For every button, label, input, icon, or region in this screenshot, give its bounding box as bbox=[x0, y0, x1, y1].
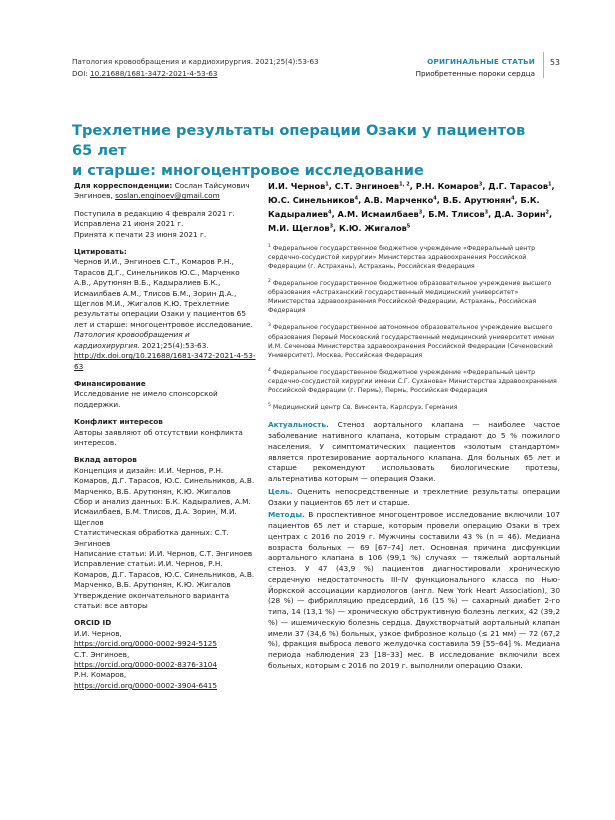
relevance-heading: Актуальность. bbox=[268, 420, 329, 430]
running-header-journal bbox=[72, 56, 319, 80]
doi-line bbox=[72, 68, 319, 80]
aim-heading: Цель. bbox=[268, 486, 293, 496]
author bbox=[339, 223, 410, 233]
journal-citation: Патология кровообращения и кардиохирургия. 2021;25(4):53-63 bbox=[72, 57, 319, 66]
citation-text: Чернов И.И., Энгиноев С.Т., Комаров Р.Н., Тарасов Д.Г., Синельников Ю.С., Марченко А.В., Арутюнян В.Б., Кадыралиев Б.К., Исмаилбаев А.М., Тлисов Б.М., Зорин Д.А., Щеглов М.И., Жигалов К.Ю. Трехлетние результаты операции Озаки у пациентов 65 лет и старше: многоцентровое исследование. bbox=[74, 257, 253, 329]
author-affil: 2 bbox=[545, 209, 549, 216]
author-list bbox=[268, 178, 560, 235]
article-title bbox=[72, 121, 542, 181]
author-name: В.Б. Арутюнян bbox=[442, 194, 512, 205]
dates bbox=[74, 209, 256, 240]
citation-label: Цитировать: bbox=[74, 247, 127, 257]
correspondence-label: Для корреспонденции: bbox=[74, 181, 173, 190]
contributions-block bbox=[74, 455, 256, 611]
affiliation-text: Федеральное государственное бюджетное учреждение «Федеральный центр сердечно-сосудистой хирургии» Министерства здравоохранения Российской Федерации (г. Астрахань), Астрахань, Российская Федерация bbox=[268, 244, 536, 270]
correspondence-email[interactable]: soslan.enginoev@gmail.com bbox=[115, 191, 220, 201]
author-affil: 4 bbox=[433, 195, 437, 202]
author-name: К.Ю. Жигалов bbox=[339, 223, 407, 234]
author-name: Б.М. Тлисов bbox=[428, 209, 485, 220]
section-label: ОРИГИНАЛЬНЫЕ СТАТЬИ bbox=[427, 57, 535, 66]
author-affil: 3 bbox=[418, 209, 423, 216]
author-name: Р.Н. Комаров bbox=[415, 180, 479, 191]
contribution-line: Концепция и дизайн: И.И. Чернов, Р.Н. Комаров, Д.Г. Тарасов, Ю.С. Синельников, А.В. Марченко, В.Б. Арутюнян, К.Ю. Жигалов bbox=[74, 465, 255, 496]
date-revised: Исправлена 21 июня 2021 г. bbox=[74, 219, 184, 229]
subsection-label: Приобретенные пороки сердца bbox=[415, 69, 535, 78]
citation-block bbox=[74, 247, 256, 372]
author-affil: 4 bbox=[511, 195, 515, 202]
contribution-line: Статистическая обработка данных: С.Т. Энгиноев bbox=[74, 528, 229, 548]
author-name: А.М. Исмаилбаев bbox=[337, 209, 419, 220]
affiliation-number: 4 bbox=[268, 367, 271, 373]
conflict-label: Конфликт интересов bbox=[74, 417, 163, 427]
title-line-2: и старше: многоцентровое исследование bbox=[72, 162, 424, 179]
author: Д.Г. Тарасов$^1$, bbox=[488, 180, 555, 191]
author-name: М.И. Щеглов bbox=[268, 223, 330, 234]
correspondence-text: Сослан Тайсумович Энгиноев, bbox=[74, 181, 250, 201]
abstract bbox=[268, 420, 560, 671]
contributions-label: Вклад авторов bbox=[74, 455, 137, 465]
citation-tail: 2021;25(4):53-63. bbox=[139, 340, 209, 350]
author-name: Д.Г. Тарасов bbox=[488, 180, 549, 191]
affiliation-number: 3 bbox=[268, 323, 271, 329]
author: Б.К. Кадыралиев$^4$, bbox=[268, 194, 540, 220]
author-affil: 4 bbox=[328, 209, 332, 216]
author: Д.А. Зорин$^2$, bbox=[494, 209, 553, 220]
orcid-author-name: И.И. Чернов, bbox=[74, 628, 122, 638]
orcid-link[interactable]: https://orcid.org/0000-0002-9924-5125 bbox=[74, 639, 218, 649]
author-affil: 1 bbox=[325, 181, 329, 187]
affiliation-text: Медицинский центр Св. Винсента, Карлсруэ, Германия bbox=[270, 404, 458, 412]
author: Ю.С. Синельников$^4$, bbox=[268, 194, 365, 205]
conflict-text: Авторы заявляют об отсутствии конфликта интересов. bbox=[74, 427, 243, 447]
author-name: А.В. Марченко bbox=[364, 194, 434, 205]
relevance-text: Стеноз аортального клапана — наиболее частое заболевание нативного клапана, которым страдают до 5 % пожилого населения. У симптоматических пациентов «золотым стандартом» является протезирование аортального клапана. Для больных 65 лет и старше рекомендуют использовать биологические протезы, альтернатива которым — операция Озаки. bbox=[268, 420, 560, 484]
citation-journal: Патология кровообращения и кардиохирургия. bbox=[74, 330, 190, 350]
orcid-author-name: Р.Н. Комаров, bbox=[74, 670, 127, 680]
author-affil: 1, 2 bbox=[399, 181, 410, 187]
abstract-aim bbox=[268, 487, 560, 509]
author-affil: 3 bbox=[484, 209, 489, 216]
conflict-block bbox=[74, 417, 256, 448]
affiliation bbox=[268, 321, 560, 359]
funding-text: Исследование не имело спонсорской поддержки. bbox=[74, 389, 218, 409]
author-affil: 5 bbox=[406, 223, 411, 230]
aim-text: Оценить непосредственные и трехлетние результаты операции Озаки у пациентов 65 лет и старше. bbox=[268, 486, 560, 507]
orcid-label: ORCID ID bbox=[74, 618, 112, 628]
affiliation-number: 5 bbox=[268, 403, 271, 409]
date-accepted: Принята к печати 23 июня 2021 г. bbox=[74, 229, 207, 239]
author-affil: 4 bbox=[354, 195, 359, 202]
author: М.И. Щеглов$^3$, bbox=[268, 223, 340, 234]
affiliation bbox=[268, 401, 560, 412]
contribution-line: Написание статьи: И.И. Чернов, С.Т. Энгиноев bbox=[74, 549, 253, 558]
methods-heading: Методы. bbox=[268, 510, 305, 520]
author: А.В. Марченко$^4$, bbox=[364, 194, 443, 205]
abstract-relevance bbox=[268, 420, 560, 485]
correspondence bbox=[74, 181, 256, 202]
author-affil: 3 bbox=[329, 223, 334, 230]
doi-prefix: DOI: bbox=[72, 69, 91, 78]
affiliation bbox=[268, 366, 560, 395]
orcid-block bbox=[74, 618, 256, 691]
title-line-1: Трехлетние результаты операции Озаки у пациентов 65 лет bbox=[72, 122, 526, 159]
abstract-methods bbox=[268, 510, 560, 671]
author: Р.Н. Комаров$^3$, bbox=[415, 180, 489, 191]
orcid-link[interactable]: https://orcid.org/0000-0002-8376-3104 bbox=[74, 660, 218, 670]
funding-label: Финансирование bbox=[74, 378, 146, 388]
author-name: Ю.С. Синельников bbox=[268, 194, 355, 205]
methods-text: В проспективное многоцентровое исследование включили 107 пациентов 65 лет и старше, которым провели операцию Озаки в трех центрах с 2016 по 2019 г. Мужчины составили 43 % (n = 46). Медиана возраста больных — 69 [67–74] лет. Основная причина дисфункции аортального клапана в 106 (99,1 %) случаях — тяжелый аортальный стеноз. У 47 (43,9 %) пациентов диагностировали хроническую сердечную недостаточность III–IV функционального класса по Нью-Йоркской ассоциации кардиологов (англ. New York Heart Association), 30 (28 %) — фибрилляцию предсердий, 16 (15 %) — сахарный диабет 2-го типа, 14 (13,1 %) — хроническую обструктивную болезнь легких, 42 (39,2 %) — ишемическую болезнь сердца. Двухстворчатый аортальный клапан имели 37 (34,6 %) больных, узкое фиброзное кольцо (≤ 21 мм) — 72 (67,2 %), фракция выброса левого желудочка составила 59 [55–64] %. Медиана периода наблюдения 23 [18–33] мес. В исследование включили всех больных, которым с 2016 по 2019 г. выполнили операцию Озаки. bbox=[268, 510, 560, 670]
author: А.М. Исмаилбаев$^3$, bbox=[337, 209, 429, 220]
affiliation-text: Федеральное государственное автономное образовательное учреждение высшего образования Первый Московский государственный медицинский университет имени И.М. Сеченова Министерства здравоохранения Российской Федерации (Сеченовский Университет), Москва, Российская Федерация bbox=[268, 324, 555, 359]
contribution-line: Утверждение окончательного варианта статьи: все авторы bbox=[74, 590, 230, 611]
affiliation bbox=[268, 277, 560, 315]
date-received: Поступила в редакцию 4 февраля 2021 г. bbox=[74, 208, 235, 218]
page-number: 53 bbox=[549, 58, 560, 67]
author-name: С.Т. Энгиноев bbox=[334, 180, 400, 191]
header-divider bbox=[543, 52, 544, 78]
citation-link[interactable]: http://dx.doi.org/10.21688/1681-3472-2021-4-53-63 bbox=[74, 351, 256, 371]
affiliation-text: Федеральное государственное бюджетное учреждение «Федеральный центр сердечно-сосудистой хирургии имени С.Г. Суханова» Министерства здравоохранения Российской Федерации (г. Пермь), Пермь, Российская Федерация bbox=[268, 368, 557, 395]
author: С.Т. Энгиноев$^{1, 2}$, bbox=[334, 180, 416, 191]
author-name: Д.А. Зорин bbox=[494, 209, 546, 220]
contribution-line: Сбор и анализ данных: Б.К. Кадыралиев, А.М. Исмаилбаев, Б.М. Тлисов, Д.А. Зорин, М.И. Щеглов bbox=[74, 496, 251, 527]
affiliation bbox=[268, 242, 560, 271]
author-name: И.И. Чернов bbox=[268, 180, 326, 191]
article-info-column bbox=[74, 181, 256, 698]
author-affil: 1 bbox=[548, 181, 552, 187]
author-affil: 3 bbox=[478, 181, 483, 187]
orcid-author-name: С.Т. Энгиноев, bbox=[74, 649, 130, 659]
affiliations bbox=[268, 242, 560, 413]
author: Б.М. Тлисов$^3$, bbox=[428, 209, 495, 220]
affiliation-number: 2 bbox=[268, 278, 271, 284]
author: В.Б. Арутюнян$^4$, bbox=[442, 194, 521, 205]
author: И.И. Чернов$^1$, bbox=[268, 180, 335, 191]
doi-link[interactable]: 10.21688/1681-3472-2021-4-53-63 bbox=[90, 69, 218, 78]
running-header-section bbox=[416, 56, 535, 80]
contribution-line: Исправление статьи: И.И. Чернов, Р.Н. Комаров, Д.Г. Тарасов, Ю.С. Синельников, А.В. Марченко, В.Б. Арутюнян, К.Ю. Жигалов bbox=[74, 559, 255, 590]
affiliation-text: Федеральное государственное бюджетное образовательное учреждение высшего образования «Астраханский государственный медицинский университет» Министерства здравоохранения Российской Федерации, Астрахань, Российская Федерация bbox=[268, 280, 552, 315]
orcid-link[interactable]: https://orcid.org/0000-0002-3904-6415 bbox=[74, 680, 218, 690]
affiliation-number: 1 bbox=[268, 243, 271, 249]
author-name: Б.К. Кадыралиев bbox=[268, 194, 540, 220]
main-column bbox=[268, 178, 560, 674]
funding-block bbox=[74, 379, 256, 410]
